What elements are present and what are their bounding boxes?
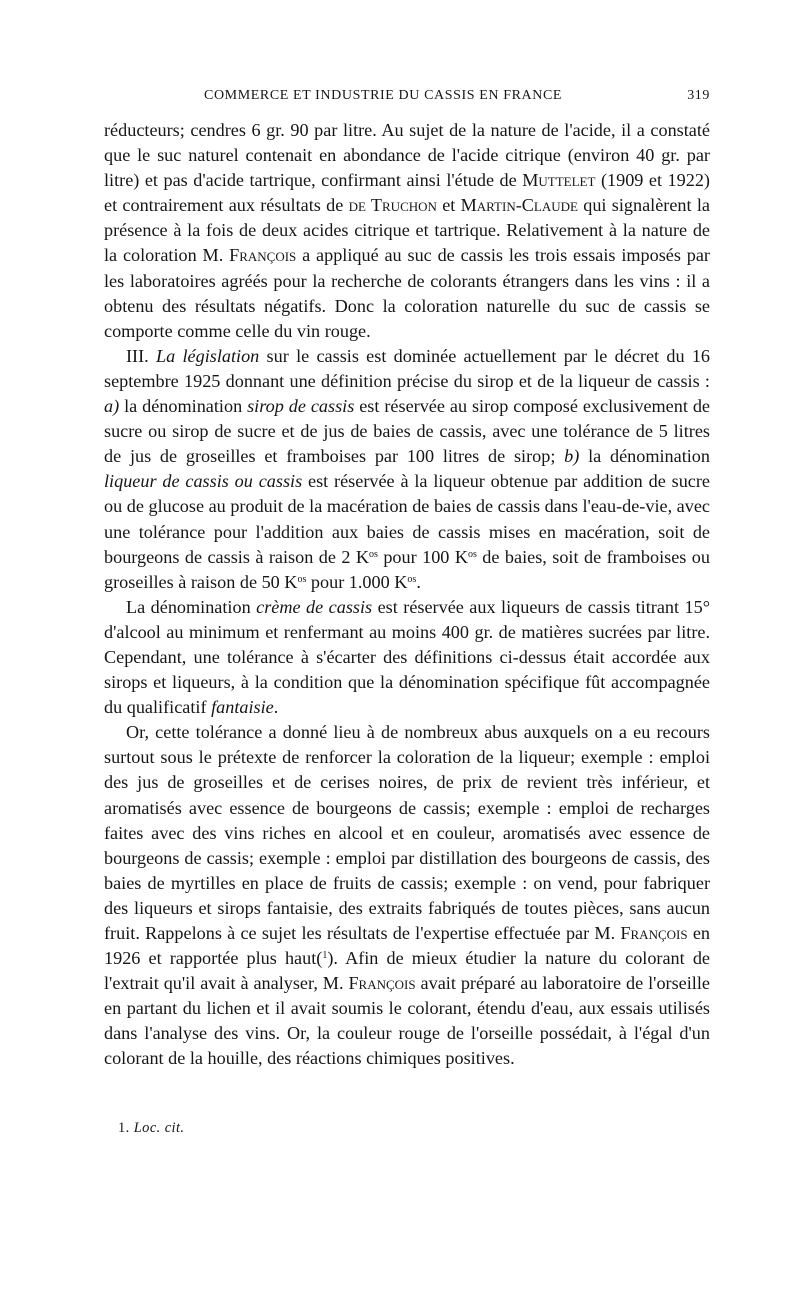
text-segment: pour 1.000 K <box>306 571 408 592</box>
author-name: François <box>620 923 688 943</box>
text-segment: sur le cassis est dominée actuellement par le décret du 16 septembre 1925 donnant une définition précise du sirop et de la liqueur de cassis : <box>104 345 711 391</box>
paragraph-creme-de-cassis <box>104 595 710 720</box>
text-segment: réducteurs; cendres 6 gr. 90 par litre. Au sujet de la nature de l'acide, il a constaté que le suc naturel contenait en abondance de l'acide citrique (environ 40 gr. par litre) et pas d'acide tartrique, confirmant ainsi l'étude de <box>104 120 710 191</box>
italic-term: liqueur de cassis ou cassis <box>104 471 303 492</box>
unit-superscript: os <box>467 548 477 560</box>
text-segment: ). Afin de mieux étudier la nature du colorant de l'extrait qu'il avait à analyser, M. <box>104 948 710 994</box>
text-segment: et <box>436 195 461 216</box>
paragraph-acid-analysis <box>104 118 710 344</box>
text-segment: . <box>416 571 421 592</box>
italic-term: b) <box>564 446 580 467</box>
footnote-reference[interactable]: 1 <box>322 950 328 962</box>
text-segment: est réservée aux liqueurs de cassis titrant 15° d'alcool au minimum et renfermant au moins 400 gr. de matières sucrées par litre. Cependant, une tolérance à s'écarter des définitions ci-dessus était accordée aux sirops et liqueurs, à la condition que la dénomination spécifique fût accompagnée du qualificatif <box>104 596 710 718</box>
italic-term: crème de cassis <box>256 596 373 617</box>
author-name: François <box>348 973 416 994</box>
text-segment: avait préparé au laboratoire de l'orseille en partant du lichen et il avait soumis le colorant, étendu d'eau, aux essais utilisés dans l'analyse des vins. Or, la couleur rouge de l'orseille possédait, à l'égal d'un colorant de la houille, des réactions chimiques positives. <box>104 973 710 1069</box>
footnote-number: 1. <box>118 1120 130 1136</box>
text-segment: est réservée à la liqueur obtenue par addition de sucre ou de glucose au produit de la macération de baies de cassis dans l'eau-de-vie, avec une tolérance pour l'addition aux baies de cassis mises en macération, soit de bourgeons de cassis à raison de 2 K <box>104 471 710 567</box>
author-name: Muttelet <box>522 170 596 191</box>
footnote <box>118 1120 184 1137</box>
page-number: 319 <box>687 88 710 103</box>
paragraph-legislation <box>104 344 710 595</box>
text-segment: Or, cette tolérance a donné lieu à de nombreux abus auxquels on a eu recours surtout sous le prétexte de renforcer la coloration de la liqueur; exemple : emploi des jus de groseilles et de cerises noires, de prix de revient très inférieur, et aromatisés avec essence de bourgeons de cassis; exemple : emploi de recharges faites avec des vins riches en alcool et en couleur, aromatisés avec essence de bourgeons de cassis; exemple : emploi par distillation des bourgeons de cassis, des baies de myrtilles en place de fruits de cassis; exemple : on vend, pour fabriquer des liqueurs et sirops fantaisie, des extraits fabriqués de toutes pièces, sans aucun fruit. Rappelons à ce sujet les résultats de l'expertise effectuée par M. <box>104 722 710 943</box>
author-name: Martin-Claude <box>460 195 578 216</box>
text-segment: a appliqué au suc de cassis les trois essais imposés par les laboratoires agréés pour la recherche de colorants étrangers dans les vins : il a obtenu des résultats négatifs. Donc la coloration naturelle du suc de cassis se comporte comme celle du vin rouge. <box>104 245 710 341</box>
text-segment: de baies, soit de framboises ou groseilles à raison de 50 K <box>104 546 710 592</box>
italic-term: sirop de cassis <box>247 396 355 417</box>
text-segment: pour 100 K <box>377 546 468 567</box>
section-number: III. <box>126 345 156 366</box>
text-segment: est réservée au sirop composé exclusivement de sucre ou sirop de sucre et de jus de baies de cassis, avec une tolérance de 5 litres de jus de groseilles et framboises par 100 litres de sirop; <box>104 396 710 467</box>
footnote-text: Loc. cit. <box>133 1120 185 1136</box>
unit-superscript: os <box>369 548 378 560</box>
text-segment: . <box>273 697 279 718</box>
text-segment: La dénomination <box>126 596 257 617</box>
text-segment: (1909 et 1922) et contrairement aux résultats de <box>104 170 710 216</box>
author-name: de Truchon <box>348 195 437 216</box>
text-segment: en 1926 et rapportée plus haut( <box>104 923 710 969</box>
text-segment: la dénomination <box>579 446 710 467</box>
text-segment: la dénomination <box>119 396 248 417</box>
italic-term: La législation <box>156 345 260 366</box>
text-segment: qui signalèrent la présence à la fois de deux acides citrique et tartrique. Relativement à la nature de la coloration M. <box>104 195 710 266</box>
body-text <box>104 118 710 1072</box>
paragraph-abuses <box>104 720 710 1071</box>
unit-superscript: os <box>297 573 307 585</box>
unit-superscript: os <box>407 573 417 585</box>
author-name: François <box>229 245 297 266</box>
running-head <box>104 88 710 112</box>
italic-term: fantaisie <box>211 697 274 718</box>
italic-term: a) <box>104 396 120 417</box>
running-title: COMMERCE ET INDUSTRIE DU CASSIS EN FRANCE <box>204 88 563 103</box>
page <box>104 88 711 1136</box>
